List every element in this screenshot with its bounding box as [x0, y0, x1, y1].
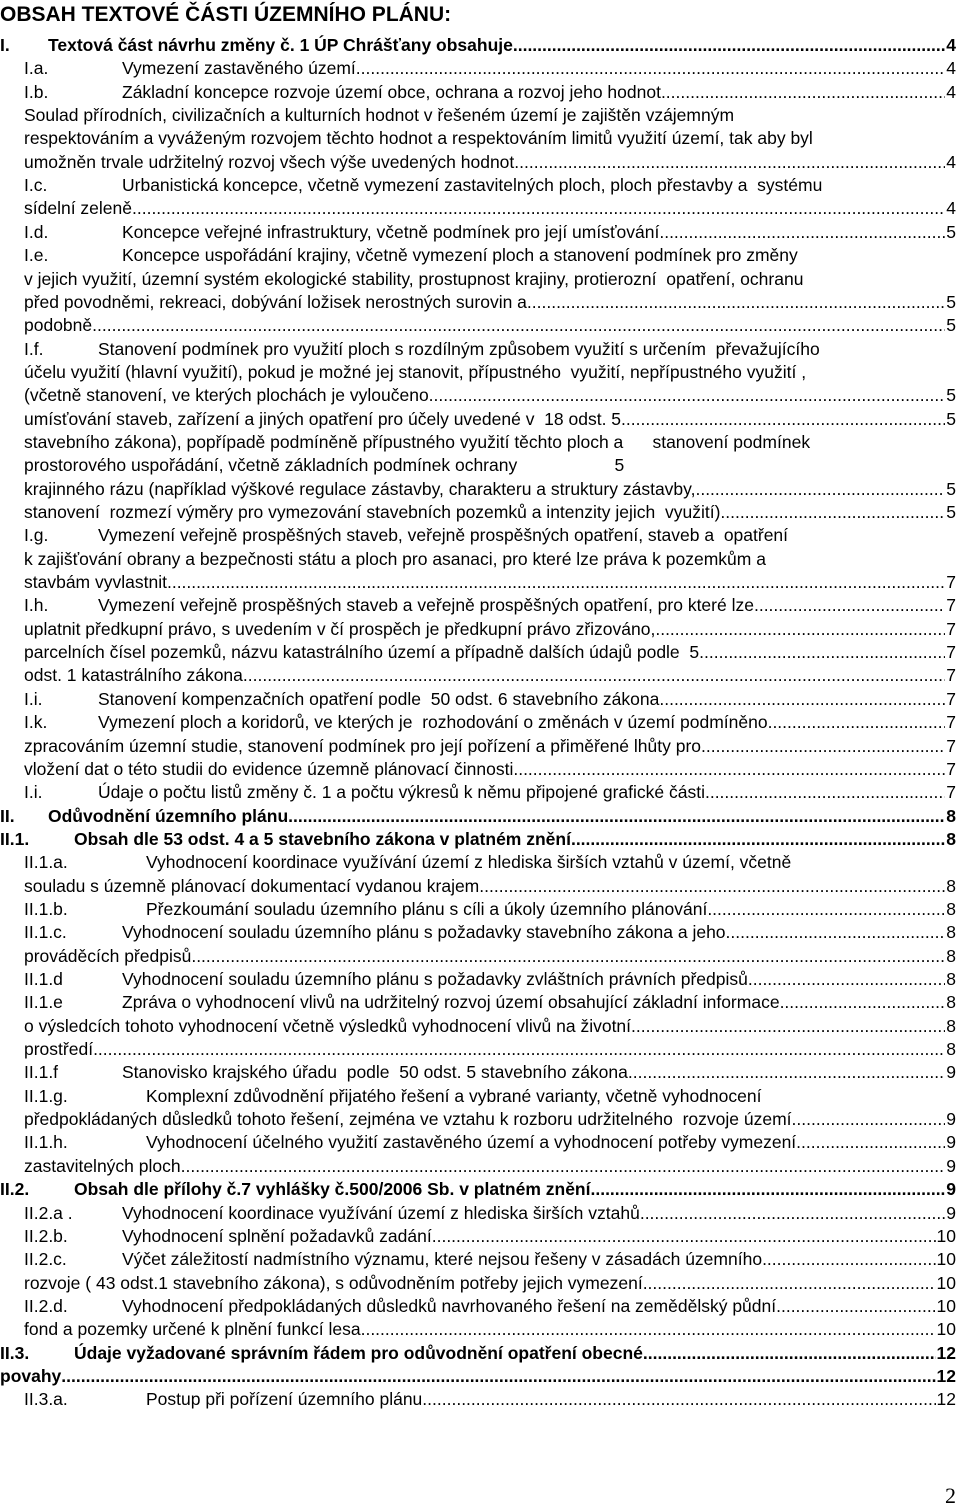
toc-entry-title: stanovení rozmezí výměry pro vymezování stavebních pozemků a intenzity jejich využití) — [24, 502, 721, 522]
toc-entry-page: 8 — [946, 946, 956, 966]
toc-entry[interactable] — [24, 1202, 956, 1225]
toc-entry-number: I.d. — [24, 222, 49, 242]
dot-leader — [643, 1272, 936, 1295]
toc-entry-page — [955, 454, 956, 477]
toc-entry-page: 8 — [946, 806, 956, 826]
dot-leader — [422, 1388, 935, 1411]
toc-entry-number: II.2.c. — [24, 1249, 67, 1269]
toc-entry-page: 7 — [946, 665, 956, 685]
toc-entry-page — [955, 1085, 956, 1108]
dot-leader — [780, 991, 946, 1014]
toc-entry-page: 4 — [946, 198, 956, 218]
toc-entry-page: 5 — [946, 479, 956, 499]
toc-entry[interactable] — [24, 244, 956, 267]
toc-entry-page: 8 — [946, 969, 956, 989]
dot-leader — [720, 501, 945, 524]
toc-entry-title: krajinného rázu (například výškové regulace zástavby, charakteru a struktury zástavby, — [24, 479, 696, 499]
toc-entry-title: odst. 1 katastrálního zákona — [24, 665, 243, 685]
toc-entry-title: Vymezení ploch a koridorů, ve kterých je rozhodování o změnách v území podmíněno — [98, 712, 768, 732]
toc-entry[interactable] — [24, 1155, 956, 1178]
dot-leader — [695, 478, 945, 501]
toc-entry-title: Stanovisko krajského úřadu podle 50 odst. 5 stavebního zákona — [122, 1062, 628, 1082]
toc-entry[interactable] — [24, 524, 956, 547]
toc-entry-number: II.1.c. — [24, 922, 67, 942]
toc-entry[interactable] — [24, 291, 956, 314]
dot-leader — [513, 34, 945, 57]
toc-entry[interactable] — [24, 454, 956, 477]
dot-leader — [705, 781, 945, 804]
toc-entry-page — [955, 851, 956, 874]
toc-entry-title: Vyhodnocení účelného využití zastavěného území a vyhodnocení potřeby vymezení — [146, 1132, 797, 1152]
toc-entry-page: 7 — [946, 572, 956, 592]
dot-leader — [796, 1131, 945, 1154]
toc-entry-title: zpracováním územní studie, stanovení podmínek pro její pořízení a přiměřené lhůty pro — [24, 736, 702, 756]
toc-entry-page: 7 — [946, 736, 956, 756]
toc-entry-page: 4 — [946, 35, 956, 55]
toc-entry-page: 5 — [946, 222, 956, 242]
toc-entry-page — [955, 174, 956, 197]
toc-entry[interactable] — [24, 1318, 956, 1341]
toc-entry-number: II. — [0, 806, 15, 826]
toc-entry-title: Vyhodnocení splnění požadavků zadání — [122, 1226, 432, 1246]
toc-entry[interactable] — [24, 991, 956, 1014]
toc-entry-page: 10 — [936, 1226, 956, 1246]
toc-entry-title: účelu využití (hlavní využití), pokud je možné jej stanovit, přípustného využití, nepřípustného využití , — [24, 362, 807, 382]
toc-entry[interactable] — [24, 968, 956, 991]
toc-entry-title: vložení dat o této studii do evidence územně plánovací činnosti — [24, 759, 514, 779]
toc-entry-title: prováděcích předpisů — [24, 946, 192, 966]
toc-entry[interactable] — [24, 314, 956, 337]
toc-entry-page: 8 — [946, 1039, 956, 1059]
toc-entry-page — [955, 127, 956, 150]
dot-leader — [806, 361, 955, 384]
dot-leader — [748, 968, 945, 991]
dot-leader — [762, 1248, 935, 1271]
toc-entry[interactable] — [0, 1178, 956, 1201]
toc-entry-title: předpokládaných důsledků tohoto řešení, zejména ve vztahu k rozboru udržitelného rozvoje území — [24, 1109, 792, 1129]
toc-entry[interactable] — [24, 548, 956, 571]
toc-entry-number: II.1. — [0, 829, 30, 849]
dot-leader — [766, 548, 955, 571]
dot-leader — [527, 291, 945, 314]
dot-leader — [631, 1015, 945, 1038]
dot-leader — [365, 1318, 935, 1341]
toc-entry[interactable] — [24, 57, 956, 80]
toc-entry-page: 10 — [936, 1319, 956, 1339]
toc-entry-number: I.k. — [24, 712, 48, 732]
toc-entry-page: 5 — [946, 385, 956, 405]
toc-entry-page: 12 — [936, 1366, 956, 1386]
dot-leader — [699, 641, 945, 664]
toc-entry-number: I.e. — [24, 245, 49, 265]
dot-leader — [810, 431, 955, 454]
dot-leader — [701, 735, 945, 758]
dot-leader — [659, 221, 945, 244]
toc-entry-title: Údaje vyžadované správním řádem pro odůvodnění opatření obecné — [74, 1343, 643, 1363]
toc-entry-page: 8 — [946, 1016, 956, 1036]
toc-entry-page: 4 — [946, 58, 956, 78]
toc-entry-page: 5 — [946, 315, 956, 335]
toc-entry-number: I.a. — [24, 58, 49, 78]
toc-entry-title: Obsah dle 53 odst. 4 a 5 stavebního zákona v platném znění — [74, 829, 571, 849]
toc-entry[interactable] — [24, 104, 956, 127]
dot-leader — [798, 244, 955, 267]
toc-entry-title: Základní koncepce rozvoje území obce, ochrana a rozvoj jeho hodnot — [122, 82, 661, 102]
dot-leader — [93, 1038, 945, 1061]
toc-entry[interactable] — [24, 408, 956, 431]
toc-entry-title: Vyhodnocení koordinace využívání území z hlediska širších vztahů — [122, 1203, 640, 1223]
toc-entry[interactable] — [0, 1342, 956, 1365]
toc-entry[interactable] — [24, 478, 956, 501]
toc-entry[interactable] — [24, 197, 956, 220]
dot-leader — [479, 875, 945, 898]
toc-entry[interactable] — [0, 34, 956, 57]
toc-entry[interactable] — [24, 898, 956, 921]
toc-entry[interactable] — [24, 1225, 956, 1248]
toc-entry-number: I.c. — [24, 175, 48, 195]
toc-entry-page — [955, 104, 956, 127]
toc-entry-page: 8 — [946, 922, 956, 942]
toc-entry-page: 9 — [946, 1062, 956, 1082]
toc-entry-title: sídelní zeleně — [24, 198, 132, 218]
toc-entry[interactable] — [24, 338, 956, 361]
dot-leader — [621, 408, 945, 431]
dot-leader — [813, 127, 955, 150]
toc-entry[interactable] — [0, 805, 956, 828]
dot-leader — [820, 338, 955, 361]
toc-entry-page: 9 — [946, 1156, 956, 1176]
dot-leader — [590, 1178, 945, 1201]
toc-entry[interactable] — [24, 1061, 956, 1084]
dot-leader — [776, 1295, 935, 1318]
toc-entry-title: stavbám vyvlastnit — [24, 572, 167, 592]
dot-leader — [659, 688, 945, 711]
dot-leader — [61, 1365, 935, 1388]
toc-entry[interactable] — [24, 1295, 956, 1318]
dot-leader — [734, 104, 955, 127]
toc-entry-page: 12 — [936, 1389, 956, 1409]
dot-leader — [707, 898, 945, 921]
toc-entry[interactable] — [24, 127, 956, 150]
toc-entry-number: II.2.a . — [24, 1203, 73, 1223]
toc-entry-title: (včetně stanovení, ve kterých plochách je vyloučeno — [24, 385, 429, 405]
toc-entry-number: I.i. — [24, 782, 43, 802]
toc-entry-title: Postup při pořízení územního plánu — [146, 1389, 423, 1409]
toc-entry[interactable] — [24, 81, 956, 104]
toc-entry-title: Koncepce veřejné infrastruktury, včetně podmínek pro její umísťování — [122, 222, 660, 242]
toc-entry[interactable] — [24, 1248, 956, 1271]
toc-entry-title: povahy — [0, 1366, 62, 1386]
toc-entry-page — [955, 548, 956, 571]
toc-entry-page: 12 — [936, 1343, 956, 1363]
toc-entry[interactable] — [24, 1108, 956, 1131]
toc-entry-number: I.b. — [24, 82, 49, 102]
toc-entry[interactable] — [24, 1085, 956, 1108]
toc-entry-number: II.1.d — [24, 969, 63, 989]
dot-leader — [768, 711, 946, 734]
dot-leader — [429, 384, 946, 407]
toc-entry-page — [955, 338, 956, 361]
toc-entry-page: 4 — [946, 152, 956, 172]
toc-entry[interactable] — [24, 151, 956, 174]
dot-leader — [167, 571, 945, 594]
toc-entry-title: respektováním a vyváženým rozvojem těchto hodnot a respektováním limitů využití území, tak aby byl — [24, 128, 813, 148]
toc-entry-number: I.g. — [24, 525, 49, 545]
toc-entry-title: před povodněmi, rekreaci, dobývání ložisek nerostných surovin a — [24, 292, 527, 312]
toc-entry-page: 5 — [946, 409, 956, 429]
toc-entry[interactable] — [24, 735, 956, 758]
toc-entry-title: Urbanistická koncepce, včetně vymezení zastavitelných ploch, ploch přestavby a systému — [122, 175, 823, 195]
toc-entry-page: 10 — [936, 1249, 956, 1269]
toc-entry[interactable] — [24, 851, 956, 874]
toc-entry-page — [955, 431, 956, 454]
dot-leader — [132, 197, 945, 220]
toc-entry[interactable] — [24, 221, 956, 244]
dot-leader — [643, 1342, 936, 1365]
dot-leader — [788, 524, 955, 547]
toc-entry-page: 7 — [946, 712, 956, 732]
toc-entry-title: stavebního zákona), popřípadě podmíněně přípustného využití těchto ploch a stanovení podmínek — [24, 432, 811, 452]
dot-leader — [754, 594, 945, 617]
toc-entry[interactable] — [24, 618, 956, 641]
toc-entry-page: 8 — [946, 829, 956, 849]
toc-entry[interactable] — [24, 501, 956, 524]
toc-entry[interactable] — [24, 361, 956, 384]
dot-leader — [432, 1225, 936, 1248]
toc-entry-page — [955, 524, 956, 547]
toc-entry-number: II.1.a. — [24, 852, 68, 872]
dot-leader — [791, 851, 955, 874]
toc-entry-title: umožněn trvale udržitelný rozvoj všech výše uvedených hodnot. — [24, 152, 520, 172]
toc-entry-title: parcelních čísel pozemků, názvu katastrálního území a případně dalších údajů podle 5 — [24, 642, 700, 662]
toc-entry[interactable] — [24, 945, 956, 968]
toc-entry-number: II.1.e — [24, 992, 63, 1012]
toc-entry-title: Zpráva o vyhodnocení vlivů na udržitelný rozvoj území obsahující základní informace — [122, 992, 780, 1012]
toc-entry-title: Obsah dle přílohy č.7 vyhlášky č.500/2006 Sb. v platném znění — [74, 1179, 591, 1199]
toc-entry-number: II.3. — [0, 1343, 30, 1363]
toc-entry[interactable] — [0, 1365, 956, 1388]
toc-entry[interactable] — [24, 711, 956, 734]
toc-entry-page: 7 — [946, 642, 956, 662]
toc-entry-title: Údaje o počtu listů změny č. 1 a počtu výkresů k němu připojené grafické části — [98, 782, 705, 802]
toc-entry[interactable] — [24, 1038, 956, 1061]
dot-leader — [243, 664, 945, 687]
toc-entry[interactable] — [24, 664, 956, 687]
toc-entry-number: I.f. — [24, 339, 44, 359]
toc-entry-number: II.3.a. — [24, 1389, 68, 1409]
toc-entry-page: 10 — [936, 1296, 956, 1316]
dot-leader — [628, 1061, 945, 1084]
dot-leader — [792, 1108, 946, 1131]
dot-leader — [822, 174, 955, 197]
toc-entry-title: Vyhodnocení souladu územního plánu s požadavky stavebního zákona a jeho — [122, 922, 726, 942]
toc-entry-page: 7 — [946, 689, 956, 709]
dot-leader — [803, 268, 955, 291]
toc-entry[interactable] — [24, 688, 956, 711]
toc-entry-title: Vyhodnocení předpokládaných důsledků navrhovaného řešení na zemědělský půdní — [122, 1296, 777, 1316]
toc-entry-page: 10 — [936, 1273, 956, 1293]
dot-leader — [640, 1202, 945, 1225]
toc-entry-number: II.2.d. — [24, 1296, 68, 1316]
dot-leader — [181, 1155, 946, 1178]
toc-entry-number: II.1.f — [24, 1062, 59, 1082]
toc-entry-page: 8 — [946, 992, 956, 1012]
toc-entry-title: Výčet záležitostí nadmístního významu, které nejsou řešeny v zásadách územního — [122, 1249, 763, 1269]
toc-heading: OBSAH TEXTOVÉ ČÁSTI ÚZEMNÍHO PLÁNU: — [0, 3, 452, 26]
toc-entry-page: 9 — [946, 1203, 956, 1223]
toc-entry[interactable] — [24, 174, 956, 197]
dot-leader — [288, 805, 945, 828]
toc-entry-page — [955, 268, 956, 291]
toc-entry-title: Vymezení veřejně prospěšných staveb, veřejně prospěšných opatření, staveb a opatření — [98, 525, 789, 545]
toc-entry-page — [955, 361, 956, 384]
toc-entry-title: Textová část návrhu změny č. 1 ÚP Chrášťany obsahuje — [48, 35, 513, 55]
dot-leader — [92, 314, 945, 337]
dot-leader — [624, 454, 955, 477]
toc-entry[interactable] — [24, 1131, 956, 1154]
toc-entry-page: 8 — [946, 876, 956, 896]
toc-entry-title: Vymezení veřejně prospěšných staveb a veřejně prospěšných opatření, pro které lze — [98, 595, 754, 615]
toc-entry-page: 7 — [946, 595, 956, 615]
toc-entry-title: Odůvodnění územního plánu — [48, 806, 289, 826]
toc-entry[interactable] — [24, 571, 956, 594]
toc-entry-title: Komplexní zdůvodnění přijatého řešení a vybrané varianty, včetně vyhodnocení — [146, 1086, 762, 1106]
toc-entry-number: II.2.b. — [24, 1226, 68, 1246]
toc-entry[interactable] — [24, 781, 956, 804]
toc-entry-title: Koncepce uspořádání krajiny, včetně vymezení ploch a stanovení podmínek pro změny — [122, 245, 798, 265]
toc-entry[interactable] — [24, 921, 956, 944]
toc-entry-title: prostředí — [24, 1039, 94, 1059]
toc-entry[interactable] — [0, 828, 956, 851]
toc-entry-number: II.1.b. — [24, 899, 68, 919]
toc-entry-page: 7 — [946, 619, 956, 639]
dot-leader — [726, 921, 946, 944]
toc-entry-page: 8 — [946, 899, 956, 919]
toc-entry-title: Vyhodnocení souladu územního plánu s požadavky zvláštních právních předpisů — [122, 969, 748, 989]
toc-entry-title: Stanovení kompenzačních opatření podle 50 odst. 6 stavebního zákona — [98, 689, 660, 709]
toc-entry-page: 9 — [946, 1179, 956, 1199]
toc-entry-title: rozvoje ( 43 odst.1 stavebního zákona), s odůvodněním potřeby jejich vymezení — [24, 1273, 643, 1293]
toc-entry-number: II.2. — [0, 1179, 30, 1199]
toc-entry-page — [955, 244, 956, 267]
toc-entry-page: 9 — [946, 1109, 956, 1129]
toc-entry[interactable] — [24, 1388, 956, 1411]
toc-entry[interactable] — [24, 758, 956, 781]
toc-entry-title: prostorového uspořádání, včetně základních podmínek ochrany 5 — [24, 455, 625, 475]
toc-entry-title: podobně — [24, 315, 93, 335]
toc-entry-page: 5 — [946, 292, 956, 312]
toc-entry-title: uplatnit předkupní právo, s uvedením v čí prospěch je předkupní právo zřizováno, — [24, 619, 656, 639]
toc-entry-title: o výsledcích tohoto vyhodnocení včetně výsledků vyhodnocení vlivů na životní — [24, 1016, 632, 1036]
toc-entry[interactable] — [24, 1272, 956, 1295]
toc-entry[interactable] — [24, 875, 956, 898]
toc-entry-title: Přezkoumání souladu územního plánu s cíli a úkoly územního plánování — [146, 899, 708, 919]
toc-entry-title: umísťování staveb, zařízení a jiných opatření pro účely uvedené v 18 odst. 5 — [24, 409, 622, 429]
toc-entry-title: souladu s územně plánovací dokumentací vydanou krajem — [24, 876, 480, 896]
toc-entry-page: 9 — [946, 1132, 956, 1152]
dot-leader — [571, 828, 945, 851]
toc-entry-title: k zajišťování obrany a bezpečnosti státu a ploch pro asanaci, pro které lze práva k pozemkům a — [24, 549, 766, 569]
toc-entry-title: fond a pozemky určené k plnění funkcí lesa. — [24, 1319, 366, 1339]
toc-entry-title: v jejich využití, územní systém ekologické stability, prostupnost krajiny, protierozní opatření, ochranu — [24, 269, 804, 289]
dot-leader — [191, 945, 945, 968]
toc-entry-number: II.1.g. — [24, 1086, 68, 1106]
toc-entry-number: I.i. — [24, 689, 43, 709]
toc-entry-title: Vyhodnocení koordinace využívání území z hlediska širších vztahů v území, včetně — [146, 852, 792, 872]
toc-entry-title: Vymezení zastavěného území — [122, 58, 356, 78]
toc-entry-page: 5 — [946, 502, 956, 522]
toc-entry-title: Soulad přírodních, civilizačních a kulturních hodnot v řešeném území je zajištěn vzájemným — [24, 105, 735, 125]
toc-entry-title: Stanovení podmínek pro využití ploch s rozdílným způsobem využití s určením převažujícího — [98, 339, 820, 359]
toc-entry-page: 7 — [946, 782, 956, 802]
page-number: 2 — [945, 1483, 956, 1508]
toc-entry[interactable] — [24, 1015, 956, 1038]
dot-leader — [513, 758, 945, 781]
toc-entry[interactable] — [24, 268, 956, 291]
toc-entry-number: I. — [0, 35, 10, 55]
toc-entry[interactable] — [24, 641, 956, 664]
toc-entry[interactable] — [24, 384, 956, 407]
dot-leader — [356, 57, 945, 80]
toc-entry-page: 7 — [946, 759, 956, 779]
dot-leader — [519, 151, 945, 174]
toc-entry-title: zastavitelných ploch — [24, 1156, 181, 1176]
dot-leader — [661, 81, 945, 104]
toc-entry-page: 4 — [946, 82, 956, 102]
toc-entry[interactable] — [24, 594, 956, 617]
toc-entry-number: II.1.h. — [24, 1132, 68, 1152]
dot-leader — [655, 618, 945, 641]
dot-leader — [761, 1085, 955, 1108]
toc-entry[interactable] — [24, 431, 956, 454]
toc-entry-number: I.h. — [24, 595, 49, 615]
